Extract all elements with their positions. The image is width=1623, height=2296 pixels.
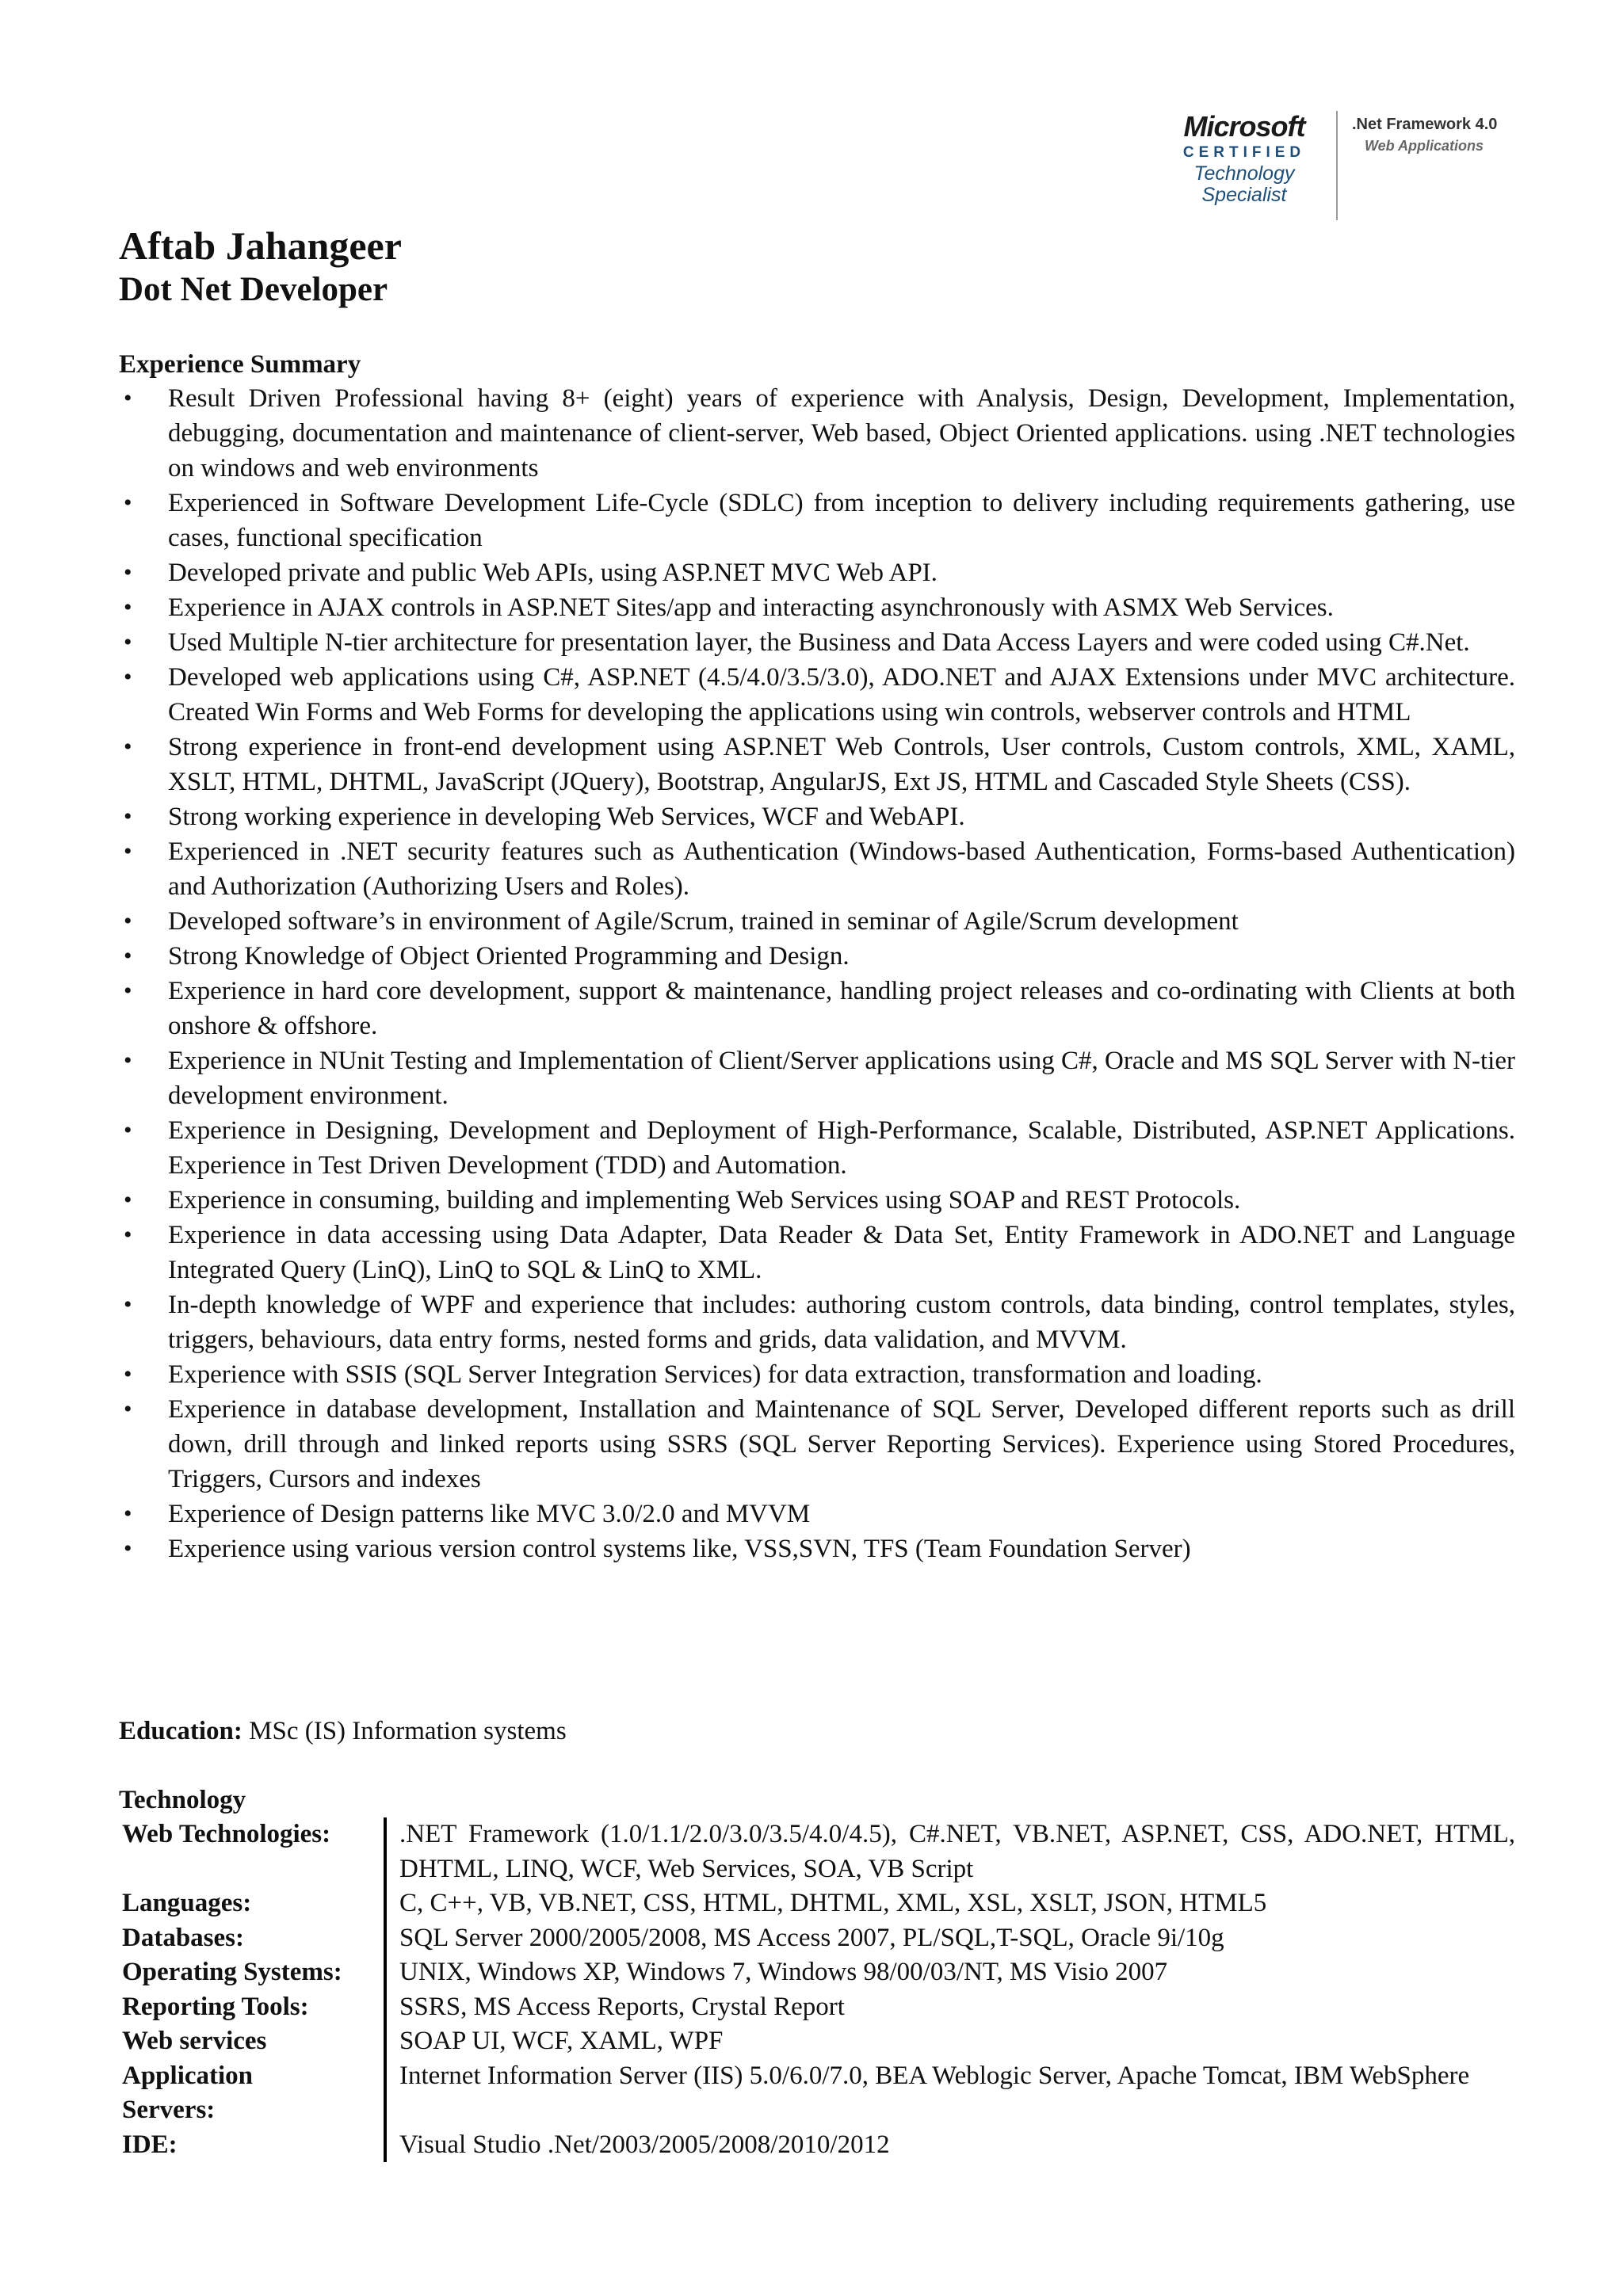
technology-heading: Technology [119, 1786, 246, 1814]
list-item: • Experienced in .NET security features such as Authentication (Windows-based Authentication, Forms-based Authentication) and Authorization (Authorizing Users and Roles). [119, 834, 1515, 904]
technology-table [119, 1817, 1515, 2162]
list-item: • Strong experience in front-end development using ASP.NET Web Controls, User controls, Custom controls, XML, XAML, XSLT, HTML, DHTML, JavaScript (JQuery), Bootstrap, AngularJS, Ext JS, HTML and Cascaded Style Sheets (CSS). [119, 730, 1515, 799]
tech-value: .NET Framework (1.0/1.1/2.0/3.0/3.5/4.0/4.5), C#.NET, VB.NET, ASP.NET, CSS, ADO.NET, HTML, DHTML, LINQ, WCF, Web Services, SOA, VB Script [385, 1817, 1515, 1886]
tech-value: UNIX, Windows XP, Windows 7, Windows 98/00/03/NT, MS Visio 2007 [385, 1955, 1515, 1990]
tech-value: Internet Information Server (IIS) 5.0/6.0/7.0, BEA Weblogic Server, Apache Tomcat, IBM WebSphere [385, 2059, 1515, 2128]
table-row [119, 1990, 1515, 2025]
specialist-label: Specialist [1201, 184, 1287, 206]
list-item: • Experience in AJAX controls in ASP.NET Sites/app and interacting asynchronously with ASMX Web Services. [119, 590, 1515, 625]
list-item: • In-depth knowledge of WPF and experience that includes: authoring custom controls, data binding, control templates, styles, triggers, behaviours, data entry forms, nested forms and grids, data validation, and MVVM. [119, 1287, 1515, 1357]
candidate-role: Dot Net Developer [119, 271, 388, 308]
education-line [119, 1714, 567, 1749]
certification-track: Web Applications [1365, 138, 1484, 154]
list-item: • Strong working experience in developing Web Services, WCF and WebAPI. [119, 799, 1515, 834]
list-item: • Experience in consuming, building and implementing Web Services using SOAP and REST Protocols. [119, 1183, 1515, 1218]
tech-label: Application Servers: [122, 2061, 254, 2124]
table-row [119, 1817, 1515, 1886]
list-item: • Experience in NUnit Testing and Implementation of Client/Server applications using C#, Oracle and MS SQL Server with N-tier development environment. [119, 1043, 1515, 1113]
table-row [119, 2128, 1515, 2163]
table-row [119, 2024, 1515, 2059]
tech-value: SQL Server 2000/2005/2008, MS Access 2007, PL/SQL,T-SQL, Oracle 9i/10g [385, 1921, 1515, 1956]
microsoft-certified-logo [1165, 111, 1323, 206]
tech-value: SOAP UI, WCF, XAML, WPF [385, 2024, 1515, 2059]
table-row [119, 1886, 1515, 1921]
tech-value: Visual Studio .Net/2003/2005/2008/2010/2012 [385, 2128, 1515, 2163]
experience-summary-heading: Experience Summary [119, 350, 361, 379]
tech-label: Databases: [122, 1923, 244, 1952]
list-item: • Developed web applications using C#, ASP.NET (4.5/4.0/3.5/3.0), ADO.NET and AJAX Extensions under MVC architecture. Created Win Forms and Web Forms for developing the applications using win controls, webserver controls and HTML [119, 660, 1515, 730]
tech-label: Operating Systems: [122, 1958, 342, 1986]
list-item: • Experienced in Software Development Life-Cycle (SDLC) from inception to delivery including requirements gathering, use cases, functional specification [119, 486, 1515, 555]
list-item: • Experience with SSIS (SQL Server Integration Services) for data extraction, transformation and loading. [119, 1357, 1515, 1392]
education-value: MSc (IS) Information systems [249, 1717, 567, 1745]
tech-value: SSRS, MS Access Reports, Crystal Report [385, 1990, 1515, 2025]
list-item: • Experience in hard core development, support & maintenance, handling project releases and co-ordinating with Clients at both onshore & offshore. [119, 974, 1515, 1043]
tech-value: C, C++, VB, VB.NET, CSS, HTML, DHTML, XML, XSL, XSLT, JSON, HTML5 [385, 1886, 1515, 1921]
technology-label: Technology [1193, 162, 1295, 185]
table-row [119, 1955, 1515, 1990]
education-label: Education: [119, 1717, 242, 1745]
list-item: • Experience of Design patterns like MVC 3.0/2.0 and MVVM [119, 1497, 1515, 1531]
tech-label: Languages: [122, 1889, 252, 1917]
list-item: • Experience in data accessing using Data Adapter, Data Reader & Data Set, Entity Framework in ADO.NET and Language Integrated Query (LinQ), LinQ to SQL & LinQ to XML. [119, 1218, 1515, 1287]
table-row [119, 2059, 1515, 2128]
badge-divider [1336, 111, 1338, 220]
list-item: • Experience in database development, Installation and Maintenance of SQL Server, Developed different reports such as drill down, drill through and linked reports using SSRS (SQL Server Reporting Services). Experience using Stored Procedures, Triggers, Cursors and indexes [119, 1392, 1515, 1497]
tech-label: Web services [122, 2027, 267, 2055]
experience-summary-list [119, 381, 1515, 1566]
list-item: • Developed software’s in environment of Agile/Scrum, trained in seminar of Agile/Scrum development [119, 904, 1515, 939]
microsoft-wordmark: Microsoft [1183, 110, 1305, 143]
list-item: • Strong Knowledge of Object Oriented Programming and Design. [119, 939, 1515, 974]
certification-badge [1165, 111, 1506, 222]
tech-label: IDE: [122, 2130, 178, 2159]
table-row [119, 1921, 1515, 1956]
list-item: • Experience using various version control systems like, VSS,SVN, TFS (Team Foundation Server) [119, 1531, 1515, 1566]
certification-framework: .Net Framework 4.0 [1352, 116, 1498, 133]
tech-label: Web Technologies: [122, 1820, 331, 1848]
list-item: • Experience in Designing, Development and Deployment of High-Performance, Scalable, Distributed, ASP.NET Applications. Experience in Test Driven Development (TDD) and Automation. [119, 1113, 1515, 1183]
tech-label: Reporting Tools: [122, 1992, 309, 2021]
candidate-name: Aftab Jahangeer [119, 223, 402, 268]
list-item: • Developed private and public Web APIs, using ASP.NET MVC Web API. [119, 555, 1515, 590]
list-item: • Result Driven Professional having 8+ (eight) years of experience with Analysis, Design, Development, Implementation, debugging, documentation and maintenance of client-server, Web based, Object Oriented applications. using .NET technologies on windows and web environments [119, 381, 1515, 486]
list-item: • Used Multiple N-tier architecture for presentation layer, the Business and Data Access Layers and were coded using C#.Net. [119, 625, 1515, 660]
certified-label: CERTIFIED [1182, 144, 1306, 161]
